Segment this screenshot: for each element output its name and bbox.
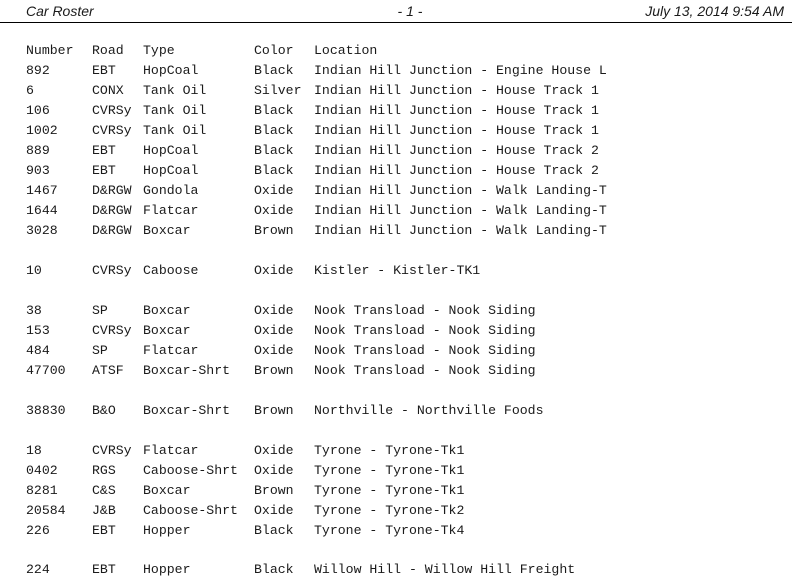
cell-color: Brown [254,362,294,378]
table-row [26,121,796,141]
cell-location: Nook Transload - Nook Siding [314,342,536,358]
cell-number: 3028 [26,223,58,238]
table-row [26,401,796,421]
group-separator [26,241,796,261]
cell-number: 889 [26,143,50,158]
cell-number: 153 [26,322,50,338]
table-row [26,301,796,321]
cell-color: Black [254,63,294,78]
cell-road: D&RGW [92,183,132,198]
table-row [26,101,796,121]
cell-road: C&S [92,482,116,498]
cell-type: Tank Oil [143,123,207,138]
cell-type: Boxcar [143,322,191,338]
cell-number: 20584 [26,502,66,518]
cell-color: Oxide [254,262,294,278]
cell-type: Caboose-Shrt [143,462,238,478]
cell-number: 1644 [26,203,58,218]
group-separator [26,421,796,441]
cell-road: EBT [92,63,116,78]
cell-road: EBT [92,562,116,578]
cell-type: Hopper [143,522,191,538]
table-row [26,481,796,501]
cell-location: Willow Hill - Willow Hill Freight [314,562,576,578]
cell-number: 106 [26,103,50,118]
cell-color: Oxide [254,502,294,518]
column-header-location: Location [314,43,378,58]
cell-color: Brown [254,482,294,498]
cell-location: Indian Hill Junction - House Track 1 [314,103,599,118]
cell-type: Boxcar-Shrt [143,402,231,418]
cell-type: Gondola [143,183,199,198]
cell-color: Black [254,562,294,578]
cell-road: EBT [92,163,116,178]
cell-color: Oxide [254,462,294,478]
table-row [26,141,796,161]
cell-color: Oxide [254,183,294,198]
cell-location: Indian Hill Junction - House Track 1 [314,123,599,138]
table-row [26,201,796,221]
table-row [26,261,796,281]
group-separator [26,381,796,401]
cell-number: 226 [26,522,50,538]
table-row [26,501,796,521]
cell-type: Boxcar [143,302,191,318]
column-header-row [26,41,796,61]
cell-location: Tyrone - Tyrone-Tk1 [314,462,465,478]
cell-location: Indian Hill Junction - Walk Landing-T [314,223,607,238]
group-separator [26,281,796,301]
cell-location: Indian Hill Junction - House Track 2 [314,143,599,158]
cell-number: 18 [26,442,42,458]
cell-location: Kistler - Kistler-TK1 [314,262,481,278]
cell-color: Silver [254,83,302,98]
cell-type: Hopper [143,562,191,578]
report-header [0,0,792,23]
cell-number: 10 [26,262,42,278]
cell-color: Black [254,143,294,158]
cell-road: B&O [92,402,116,418]
cell-type: Tank Oil [143,83,207,98]
cell-road: CVRSy [92,442,132,458]
table-row [26,361,796,381]
group-separator [26,541,796,561]
cell-color: Black [254,103,294,118]
cell-road: CVRSy [92,322,132,338]
cell-color: Oxide [254,302,294,318]
table-row [26,560,796,580]
cell-location: Tyrone - Tyrone-Tk1 [314,442,465,458]
cell-type: Tank Oil [143,103,207,118]
cell-color: Black [254,123,294,138]
cell-number: 903 [26,163,50,178]
cell-color: Brown [254,223,294,238]
cell-number: 8281 [26,482,58,498]
cell-type: HopCoal [143,63,199,78]
cell-location: Indian Hill Junction - House Track 1 [314,83,599,98]
cell-road: EBT [92,143,116,158]
cell-number: 47700 [26,362,66,378]
cell-color: Oxide [254,442,294,458]
cell-color: Oxide [254,342,294,358]
cell-road: EBT [92,522,116,538]
report-title: Car Roster [26,3,94,19]
cell-road: ATSF [92,362,124,378]
cell-location: Nook Transload - Nook Siding [314,362,536,378]
cell-type: Flatcar [143,342,199,358]
cell-road: RGS [92,462,116,478]
cell-number: 484 [26,342,50,358]
report-datetime: July 13, 2014 9:54 AM [645,3,784,19]
cell-road: D&RGW [92,223,132,238]
cell-number: 1002 [26,123,58,138]
cell-type: HopCoal [143,143,199,158]
cell-color: Brown [254,402,294,418]
cell-location: Indian Hill Junction - Engine House L [314,63,607,78]
cell-number: 1467 [26,183,58,198]
table-row [26,181,796,201]
cell-number: 6 [26,83,34,98]
cell-type: HopCoal [143,163,199,178]
cell-color: Black [254,163,294,178]
cell-type: Caboose [143,262,199,278]
cell-location: Nook Transload - Nook Siding [314,322,536,338]
cell-type: Boxcar-Shrt [143,362,231,378]
cell-type: Boxcar [143,223,191,238]
table-row [26,221,796,241]
table-row [26,161,796,181]
cell-location: Nook Transload - Nook Siding [314,302,536,318]
cell-type: Flatcar [143,442,199,458]
cell-road: CVRSy [92,103,132,118]
cell-number: 224 [26,562,50,578]
cell-location: Tyrone - Tyrone-Tk4 [314,522,465,538]
cell-type: Caboose-Shrt [143,502,238,518]
cell-number: 38 [26,302,42,318]
table-row [26,321,796,341]
table-row [26,441,796,461]
cell-color: Oxide [254,322,294,338]
cell-location: Northville - Northville Foods [314,402,544,418]
cell-number: 38830 [26,402,66,418]
cell-location: Indian Hill Junction - House Track 2 [314,163,599,178]
cell-location: Tyrone - Tyrone-Tk1 [314,482,465,498]
column-header-type: Type [143,43,175,58]
cell-road: SP [92,302,108,318]
column-header-number: Number [26,43,74,58]
cell-number: 0402 [26,462,58,478]
page-number: - 1 - [397,3,423,19]
column-header-road: Road [92,43,124,58]
car-roster-table [26,41,796,580]
table-row [26,341,796,361]
cell-type: Flatcar [143,203,199,218]
cell-road: D&RGW [92,203,132,218]
cell-road: SP [92,342,108,358]
cell-location: Indian Hill Junction - Walk Landing-T [314,183,607,198]
table-row [26,81,796,101]
table-row [26,521,796,541]
cell-number: 892 [26,63,50,78]
table-row [26,461,796,481]
cell-location: Tyrone - Tyrone-Tk2 [314,502,465,518]
cell-road: J&B [92,502,116,518]
column-header-color: Color [254,43,294,58]
cell-location: Indian Hill Junction - Walk Landing-T [314,203,607,218]
cell-road: CONX [92,83,124,98]
cell-type: Boxcar [143,482,191,498]
cell-color: Black [254,522,294,538]
cell-road: CVRSy [92,262,132,278]
table-row [26,61,796,81]
cell-road: CVRSy [92,123,132,138]
cell-color: Oxide [254,203,294,218]
